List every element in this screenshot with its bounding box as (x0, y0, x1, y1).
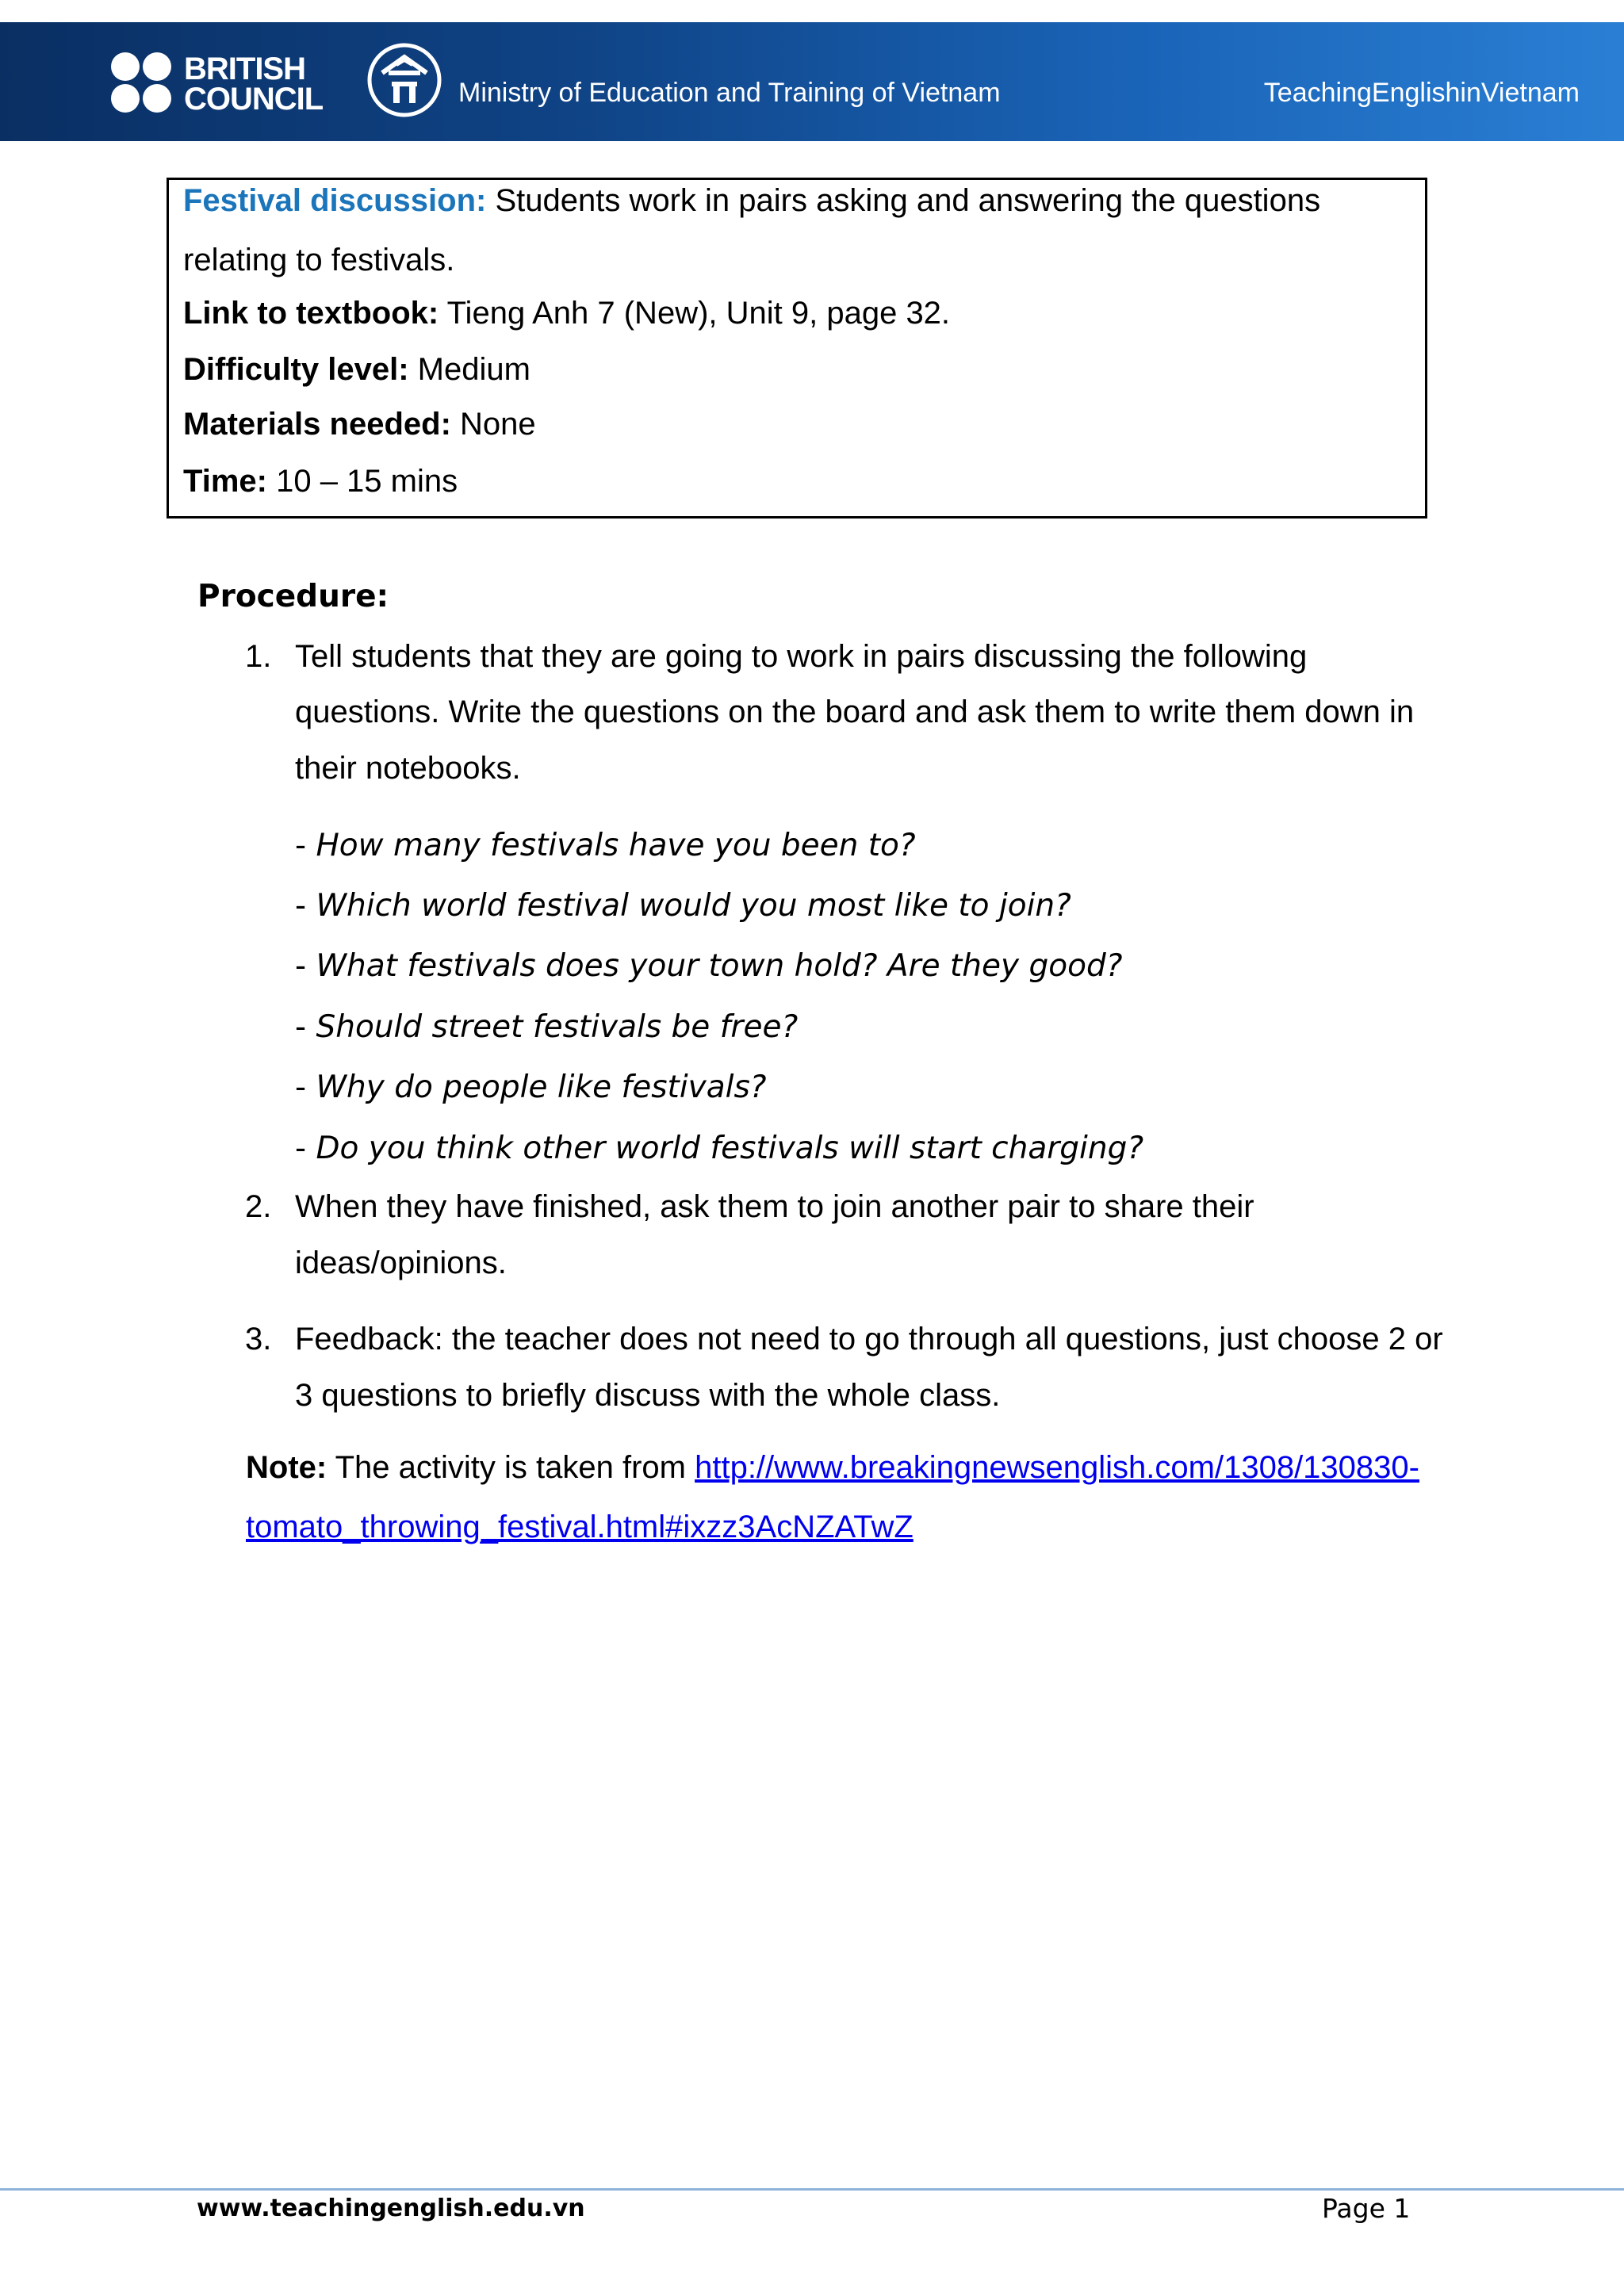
procedure-title: Procedure: (197, 579, 389, 614)
info-materials-label: Materials needed: (183, 407, 451, 442)
note-label: Note: (246, 1450, 327, 1485)
question-text: How many festivals have you been to? (316, 828, 916, 863)
footer-divider (0, 2188, 1624, 2191)
ministry-emblem-icon (365, 36, 444, 124)
info-difficulty-line (183, 352, 530, 388)
header-banner (0, 22, 1624, 141)
bc-logo-line2: COUNCIL (184, 82, 324, 117)
info-textbook-line (183, 296, 950, 331)
question-item: - Do you think other world festivals will start charging? (295, 1131, 1144, 1166)
step-3-line-2: 3 questions to briefly discuss with the whole class. (295, 1378, 1001, 1413)
step-3-line-1: Feedback: the teacher does not need to go through all questions, just choose 2 or (295, 1322, 1443, 1357)
info-difficulty-label: Difficulty level: (183, 352, 409, 387)
info-materials-line (183, 407, 536, 442)
note-line-2 (246, 1510, 914, 1545)
info-title-label: Festival discussion: (183, 183, 487, 218)
step-2-number: 2. (245, 1189, 272, 1224)
note-text: The activity is taken from (327, 1450, 695, 1485)
info-textbook-value: Tieng Anh 7 (New), Unit 9, page 32. (439, 296, 951, 331)
british-council-logo (111, 46, 323, 122)
step-3-number: 3. (245, 1322, 272, 1357)
activity-info-box (167, 178, 1427, 519)
note-line-1 (246, 1450, 1419, 1486)
question-item: - How many festivals have you been to? (295, 828, 916, 863)
info-time-label: Time: (183, 464, 267, 499)
info-materials-value: None (450, 407, 536, 442)
question-text: What festivals does your town hold? Are they good? (316, 948, 1123, 984)
step-1-line-1: Tell students that they are going to work in pairs discussing the following (295, 639, 1308, 674)
ministry-name: Ministry of Education and Training of Vietnam (458, 78, 1001, 108)
info-title-line-2: relating to festivals. (183, 243, 455, 277)
source-link[interactable]: http://www.breakingnewsenglish.com/1308/130830- (695, 1450, 1419, 1485)
question-text: Why do people like festivals? (316, 1070, 767, 1105)
question-item: - Should street festivals be free? (295, 1009, 799, 1045)
info-difficulty-value: Medium (408, 352, 530, 387)
question-text: Should street festivals be free? (316, 1009, 799, 1045)
question-text: Which world festival would you most like to join? (316, 888, 1071, 924)
british-council-dots-icon (111, 52, 174, 116)
info-textbook-label: Link to textbook: (183, 296, 439, 331)
question-item: - Why do people like festivals? (295, 1070, 767, 1105)
question-item: - Which world festival would you most like to join? (295, 888, 1071, 924)
step-2-line-2: ideas/opinions. (295, 1246, 507, 1280)
info-title-text: Students work in pairs asking and answering the questions (486, 183, 1321, 218)
step-1-number: 1. (245, 639, 272, 674)
step-1-line-2: questions. Write the questions on the board and ask them to write them down in (295, 695, 1415, 729)
footer-url: www.teachingenglish.edu.vn (197, 2195, 585, 2222)
step-2-line-1: When they have finished, ask them to join another pair to share their (295, 1189, 1254, 1224)
page-number: Page 1 (1322, 2193, 1411, 2224)
question-text: Do you think other world festivals will start charging? (316, 1131, 1144, 1166)
step-1-line-3: their notebooks. (295, 751, 521, 786)
info-time-value: 10 – 15 mins (266, 464, 458, 499)
site-name: TeachingEnglishinVietnam (1263, 78, 1580, 108)
source-link-continued[interactable]: tomato_throwing_festival.html#ixzz3AcNZATwZ (246, 1510, 914, 1544)
info-title-line (183, 183, 1320, 219)
bc-logo-line1: BRITISH (184, 52, 305, 86)
info-time-line (183, 464, 458, 499)
question-item: - What festivals does your town hold? Are they good? (295, 948, 1123, 984)
